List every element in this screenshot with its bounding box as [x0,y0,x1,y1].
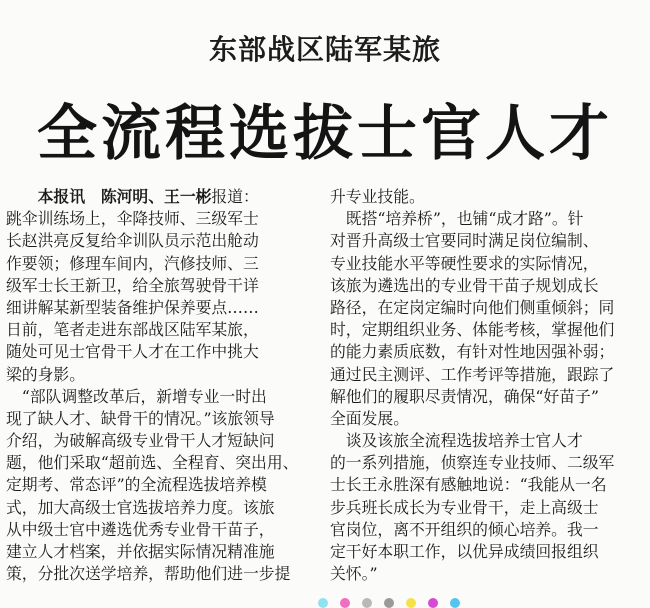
registration-dot [340,598,350,608]
byline-authors: 陈河明、王一彬 [100,187,212,206]
text-line: 全面发展。 [330,408,409,428]
text-line: 级军士长王新卫，给全旅驾驶骨干详 [6,275,259,295]
text-line: 式，加大高级士官选拔培养力度。该旅 [6,497,275,517]
article-headline: 全流程选拔士官人才 [37,99,613,169]
text-line: 随处可见士官骨干人才在工作中挑大 [6,342,259,362]
article-column-left [6,186,312,585]
text-line: 升专业技能。 [330,187,425,206]
text-line: 的能力素质底数，有针对性地因强补弱； [330,342,615,362]
text-line: 长赵洪亮反复给伞训队员示范出舱动 [6,231,259,251]
text-line: 跳伞训练场上，伞降技师、三级军士 [6,209,259,229]
text-line: 日前，笔者走进东部战区陆军某旅， [6,320,259,340]
text-line: 解他们的履职尽责情况，确保“好苗子” [330,386,599,406]
registration-dot [318,598,328,608]
registration-dot [384,598,394,608]
byline-suffix: 报道： [211,187,259,206]
text-line: 专业技能水平等硬性要求的实际情况， [330,253,599,273]
text-line: 策，分批次送学培养，帮助他们进一步提 [6,564,291,584]
byline [6,186,312,208]
left-body [6,208,312,585]
text-line: 官岗位，离不开组织的倾心培养。我一 [330,519,599,539]
text-line: 时，定期组织业务、体能考核，掌握他们 [330,320,615,340]
article-column-right [330,186,644,585]
text-line: 建立人才档案，并依据实际情况精准施 [6,542,275,561]
text-line: 谈及该旅全流程选拔培养士官人才 [330,431,583,451]
registration-dot [406,598,416,608]
text-line: 从中级士官中遴选优秀专业骨干苗子， [6,519,275,539]
registration-dot [428,598,438,608]
registration-dot [362,598,372,608]
text-line: 的一系列措施，侦察连专业技师、二级军 [330,453,615,473]
text-line: 步兵班长成长为专业骨干，走上高级士 [330,497,599,517]
text-line: 定干好本职工作，以优异成绩回报组织 [330,542,599,561]
text-line: 现了缺人才、缺骨干的情况。”该旅领导 [6,408,275,428]
text-line: 通过民主测评、工作考评等措施，跟踪了 [330,364,615,384]
text-line: 细讲解某新型装备维护保养要点…… [6,297,259,317]
text-line: 关怀。” [330,564,378,584]
text-line: 对晋升高级士官要同时满足岗位编制、 [330,231,599,251]
text-line: 既搭“培养桥”，也铺“成才路”。针 [330,209,584,229]
text-line: 定期考、常态评”的全流程选拔培养模 [6,475,267,495]
print-registration-marks [318,598,460,608]
registration-dot [450,598,460,608]
text-line: “部队调整改革后，新增专业一时出 [6,386,267,406]
text-line: 介绍，为破解高级专业骨干人才短缺问 [6,431,275,451]
byline-tag: 本报讯 [37,187,86,206]
text-line: 士长王永胜深有感触地说：“我能从一名 [330,475,607,495]
text-line: 题，他们采取“超前选、全程育、突出用、 [6,453,299,473]
text-line: 该旅为遴选出的专业骨干苗子规划成长 [330,275,599,295]
text-line: 路径，在定岗定编时向他们侧重倾斜；同 [330,297,615,317]
article-subtitle: 东部战区陆军某旅 [208,33,441,66]
text-line: 作要领；修理车间内，汽修技师、三 [6,253,259,273]
right-body [330,186,644,585]
text-line: 梁的身影。 [6,364,85,384]
